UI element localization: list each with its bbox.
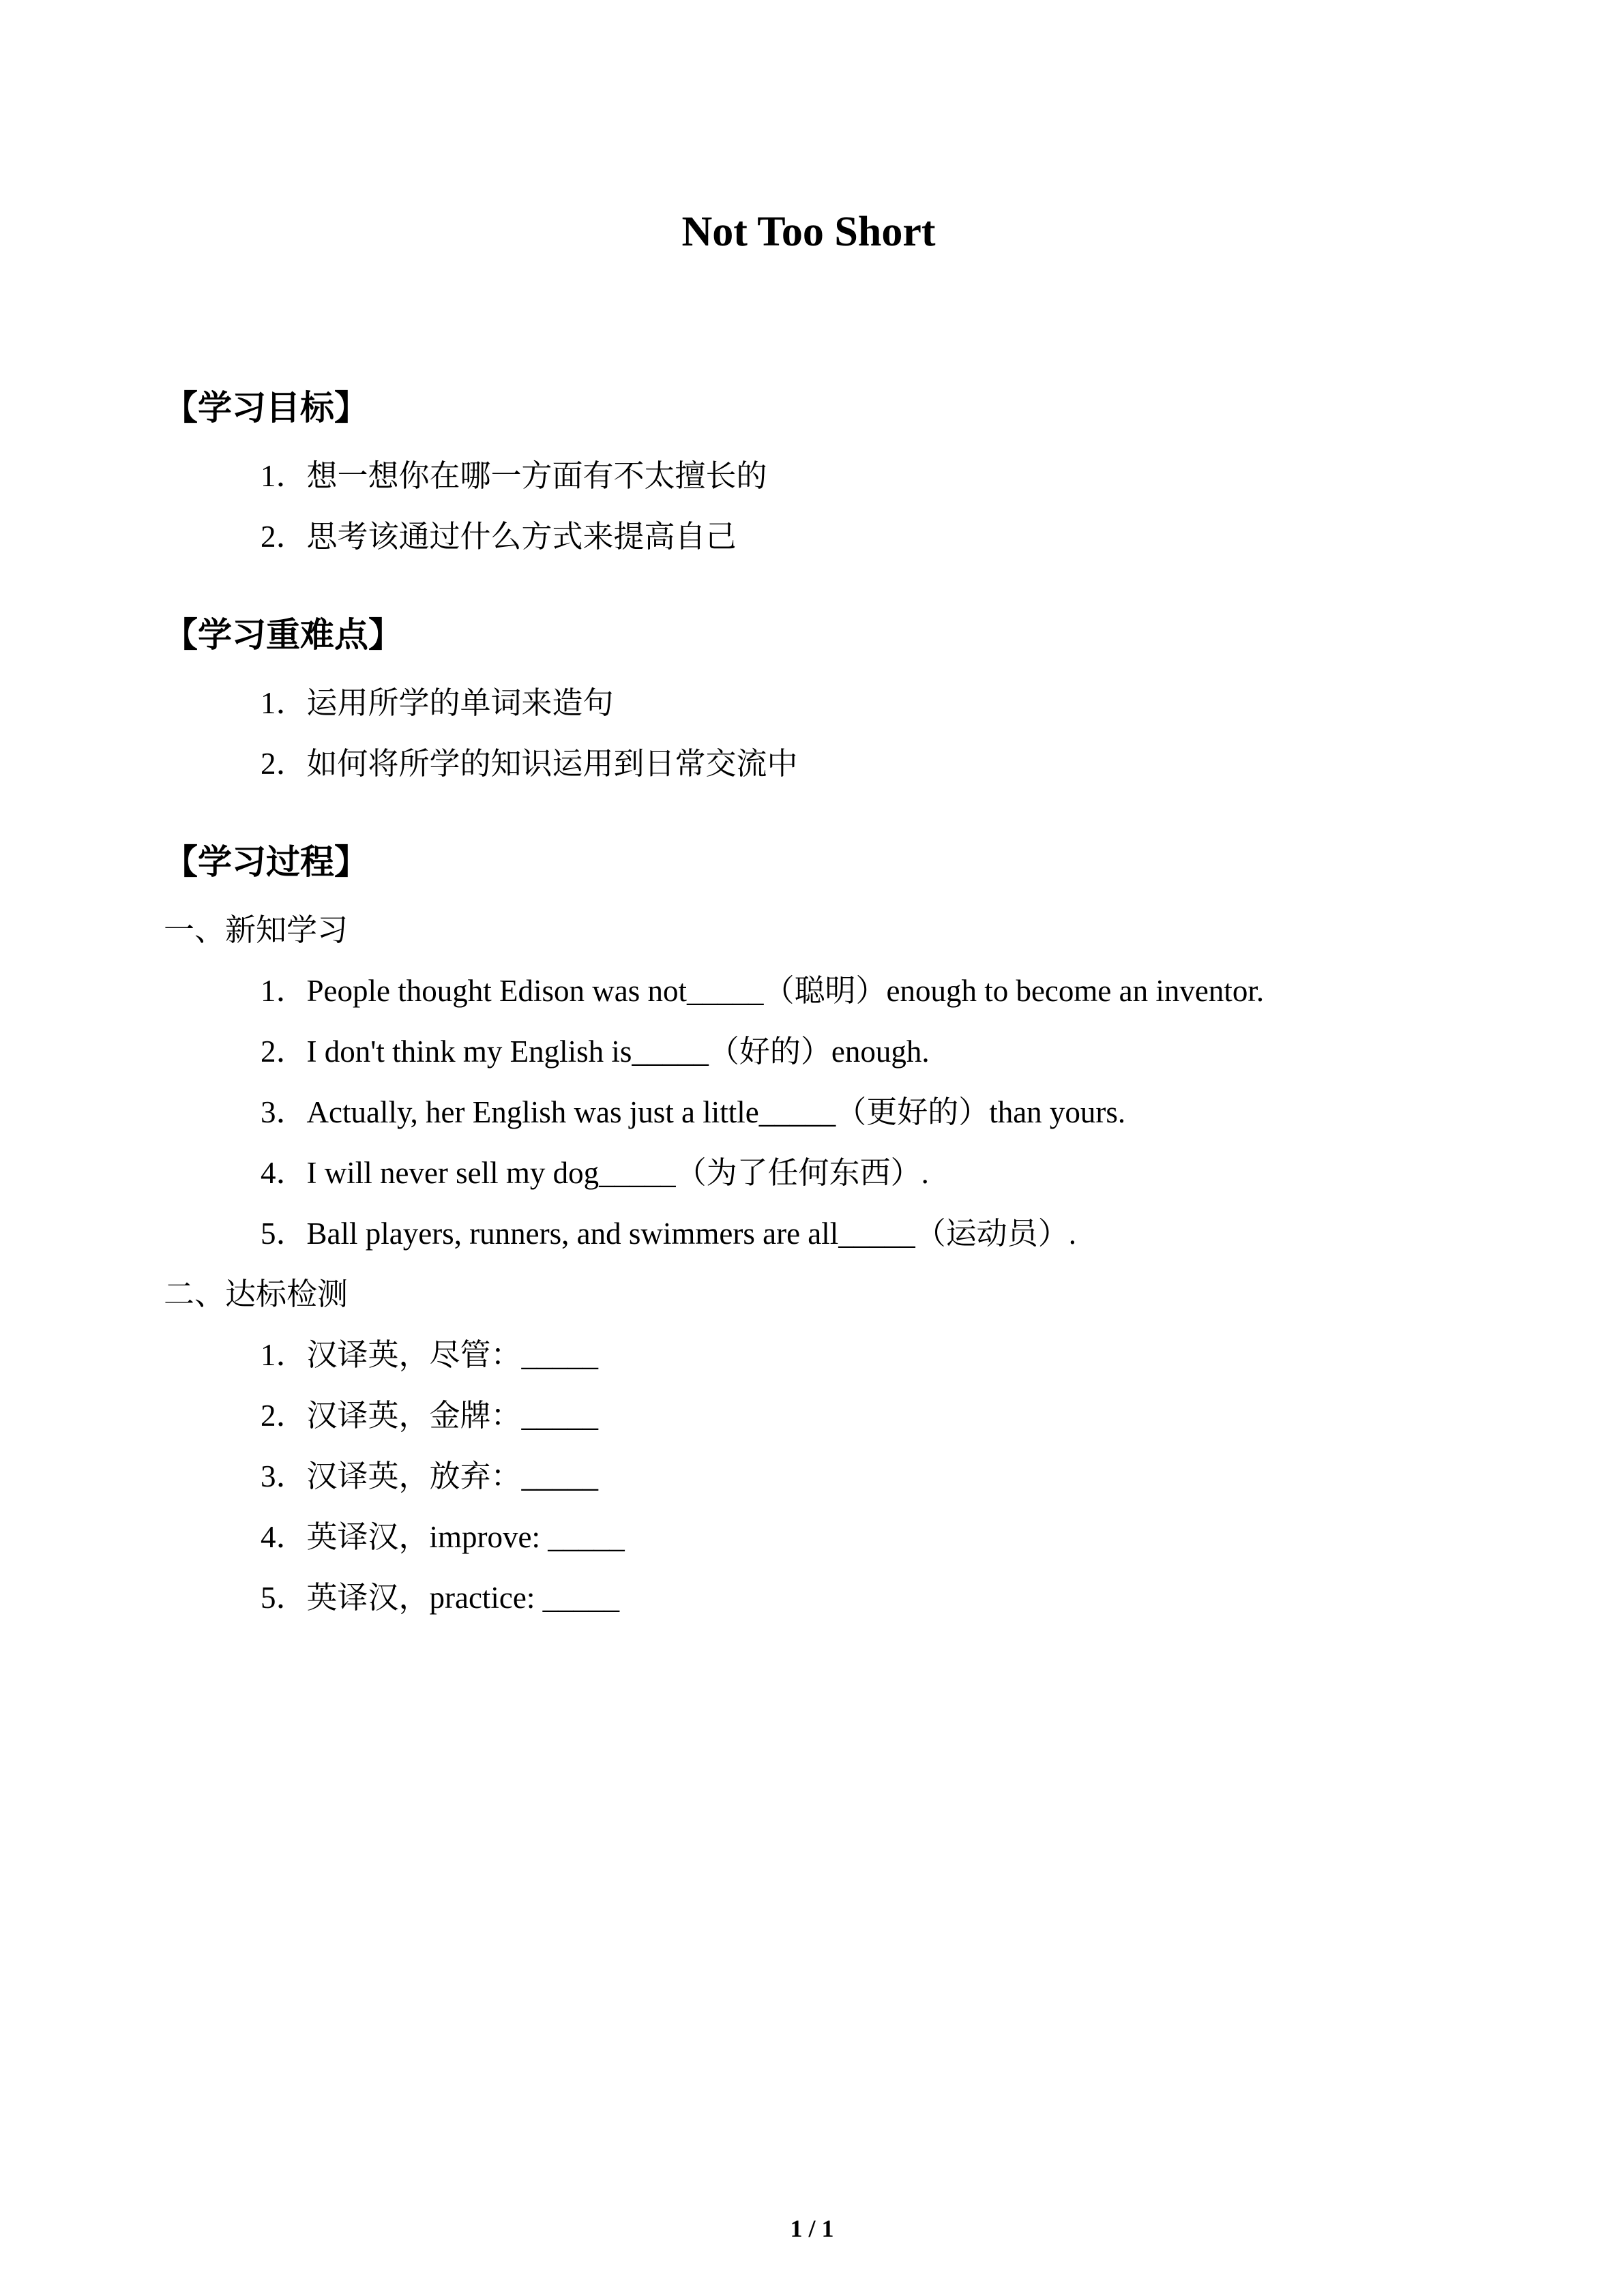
page-number: 1 / 1 bbox=[790, 2215, 834, 2242]
assessment-item-2: 2．汉译英，金牌：_____ bbox=[261, 1398, 599, 1433]
objective-item-2: 2．思考该通过什么方式来提高自己 bbox=[261, 519, 737, 554]
subsection-label-assessment: 二、达标检测 bbox=[164, 1277, 349, 1311]
heading-learning-process: 【学习过程】 bbox=[164, 842, 368, 881]
exercise-sentence-1: 1．People thought Edison was not_____（聪明）enough to become an inventor. bbox=[261, 973, 1265, 1008]
assessment-item-3: 3．汉译英，放弃：_____ bbox=[261, 1459, 599, 1493]
exercise-sentence-4: 4．I will never sell my dog_____（为了任何东西）. bbox=[261, 1155, 929, 1190]
key-point-item-2: 2．如何将所学的知识运用到日常交流中 bbox=[261, 746, 798, 781]
exercise-sentence-2: 2．I don't think my English is_____（好的）enough. bbox=[261, 1034, 930, 1069]
assessment-item-5: 5．英译汉，practice: _____ bbox=[261, 1580, 620, 1615]
heading-learning-objectives: 【学习目标】 bbox=[164, 388, 368, 427]
exercise-sentence-3: 3．Actually, her English was just a little_____（更好的）than yours. bbox=[261, 1094, 1126, 1129]
page-title: Not Too Short bbox=[681, 209, 936, 255]
key-point-item-1: 1．运用所学的单词来造句 bbox=[261, 685, 614, 720]
subsection-label-new-knowledge: 一、新知学习 bbox=[164, 912, 349, 947]
heading-key-difficulties: 【学习重难点】 bbox=[164, 615, 402, 654]
assessment-item-1: 1．汉译英，尽管：_____ bbox=[261, 1337, 599, 1372]
objective-item-1: 1．想一想你在哪一方面有不太擅长的 bbox=[261, 458, 767, 493]
exercise-sentence-5: 5．Ball players, runners, and swimmers are all_____（运动员）. bbox=[261, 1216, 1077, 1251]
assessment-item-4: 4．英译汉，improve: _____ bbox=[261, 1519, 625, 1554]
